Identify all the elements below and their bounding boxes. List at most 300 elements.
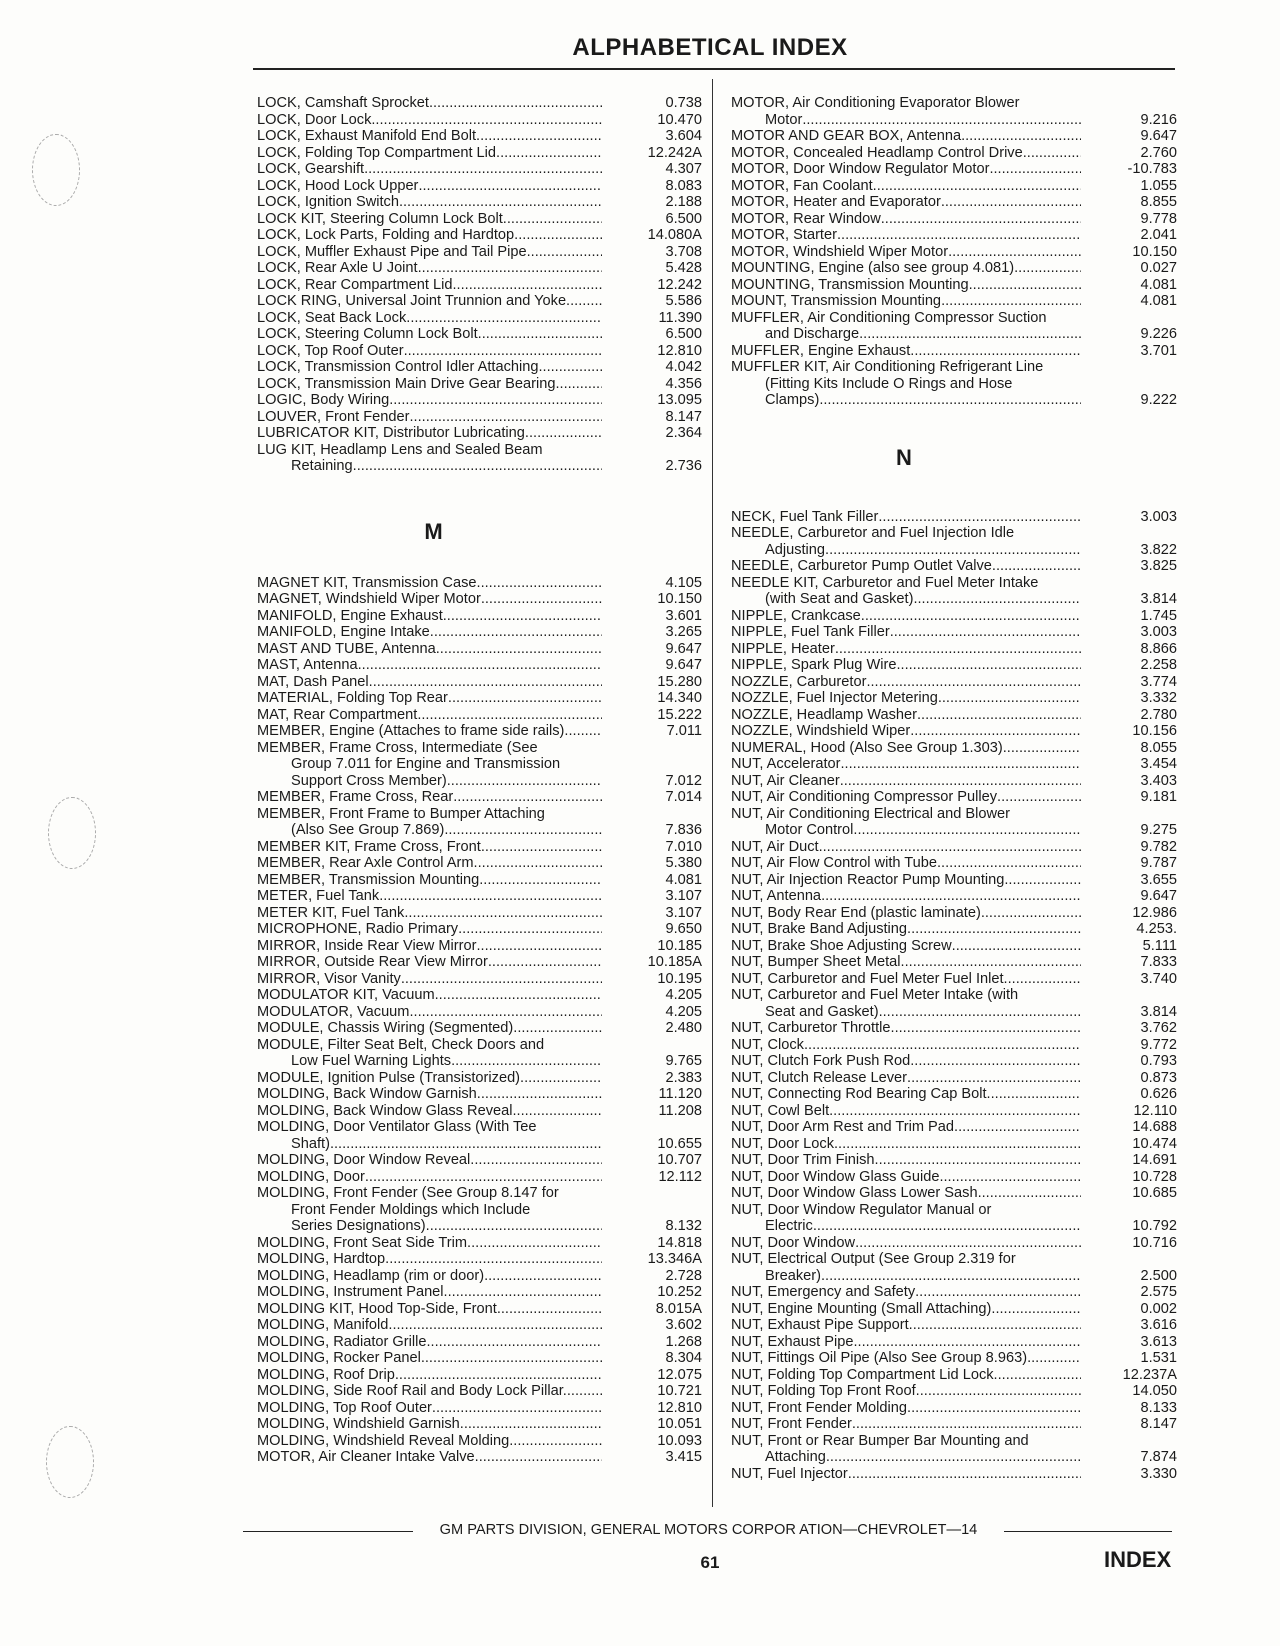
dot-leader	[859, 326, 1081, 343]
index-entry	[731, 1053, 1177, 1070]
dot-leader	[891, 1020, 1081, 1037]
dot-leader	[496, 145, 602, 162]
entry-text	[257, 1103, 606, 1120]
entry-line: NOZZLE, Headlamp Washer	[731, 706, 917, 723]
entry-line: Clamps)	[765, 392, 820, 408]
dot-leader	[969, 277, 1081, 294]
entry-line: MEMBER KIT, Frame Cross, Front	[257, 838, 481, 855]
group-number: 4.081	[665, 871, 702, 888]
dot-leader	[1023, 145, 1081, 162]
entry-text	[731, 987, 1085, 1020]
entry-text	[731, 641, 1085, 658]
entry-text	[257, 1251, 606, 1268]
entry-line: MIRROR, Outside Rear View Mirror	[257, 954, 488, 970]
entry-text	[731, 756, 1085, 773]
entry-text	[257, 921, 606, 938]
index-entry	[731, 293, 1177, 310]
dot-leader	[477, 575, 602, 592]
group-number: 3.332	[1140, 690, 1177, 706]
dot-leader	[399, 194, 602, 211]
index-entry	[731, 657, 1177, 674]
group-number: 12.242A	[647, 144, 702, 161]
index-entry	[731, 1301, 1177, 1318]
group-number: 10.185	[657, 937, 702, 954]
dot-leader	[819, 392, 1081, 409]
index-entry	[257, 1400, 710, 1417]
entry-line: MEMBER, Front Frame to Bumper Attaching	[257, 805, 545, 822]
entry-line: LOCK, Camshaft Sprocket	[257, 95, 429, 111]
index-entry	[257, 789, 710, 806]
group-number: 3.814	[1140, 1003, 1177, 1020]
dot-leader	[907, 1400, 1081, 1417]
group-number: 3.762	[1140, 1020, 1177, 1036]
page-number: 61	[700, 1553, 720, 1572]
group-number: 12.237A	[1122, 1366, 1177, 1383]
dot-leader	[513, 1020, 602, 1037]
dot-leader	[430, 624, 602, 641]
entry-text	[731, 905, 1085, 922]
group-number: 9.647	[1140, 888, 1177, 904]
dot-leader	[479, 872, 602, 889]
group-number: 3.708	[665, 243, 702, 260]
entry-text	[257, 310, 606, 327]
entry-text	[257, 1284, 606, 1301]
dot-leader	[910, 1053, 1081, 1070]
entry-line: NUT, Cowl Belt	[731, 1102, 830, 1119]
group-number: 1.055	[1140, 177, 1177, 194]
dot-leader	[409, 409, 602, 426]
entry-line: LOGIC, Body Wiring	[257, 392, 390, 408]
entry-line: NUT, Brake Band Adjusting	[731, 921, 908, 937]
dot-leader	[481, 839, 602, 856]
entry-text	[731, 723, 1085, 740]
index-entry	[257, 1152, 710, 1169]
n-entry-list	[731, 509, 1177, 1483]
group-number: 10.728	[1132, 1168, 1177, 1185]
entry-text	[731, 310, 1085, 343]
dot-leader	[825, 542, 1081, 559]
index-entry	[257, 1103, 710, 1120]
index-entry	[731, 987, 1177, 1020]
entry-text	[731, 1317, 1085, 1334]
entry-text	[257, 674, 606, 691]
index-entry	[731, 888, 1177, 905]
entry-line: NUT, Front Fender Molding	[731, 1399, 908, 1416]
index-entry	[731, 1350, 1177, 1367]
entry-text	[731, 954, 1085, 971]
index-entry	[257, 1284, 710, 1301]
dot-leader	[497, 1301, 602, 1318]
entry-text	[731, 789, 1085, 806]
index-entry	[257, 855, 710, 872]
entry-line: MOUNTING, Transmission Mounting	[731, 276, 969, 293]
entry-line: LOCK, Rear Compartment Lid	[257, 276, 453, 293]
dot-leader	[802, 112, 1081, 129]
entry-text	[257, 1449, 606, 1466]
entry-line: NUT, Door Window	[731, 1234, 856, 1251]
index-entry	[731, 509, 1177, 526]
dot-leader	[379, 888, 602, 905]
index-entry	[257, 624, 710, 641]
entry-text	[731, 575, 1085, 608]
dot-leader	[909, 1317, 1081, 1334]
entry-line: NUT, Exhaust Pipe	[731, 1333, 854, 1350]
group-number: 8.147	[665, 408, 702, 425]
index-entry	[731, 806, 1177, 839]
entry-text	[731, 260, 1085, 277]
dot-leader	[477, 1086, 602, 1103]
entry-text	[731, 1367, 1085, 1384]
entry-line: MOLDING, Door Ventilator Glass (With Tee	[257, 1119, 537, 1135]
entry-line: NUT, Air Flow Control with Tube	[731, 855, 937, 871]
column-divider	[712, 79, 713, 1507]
dot-leader	[421, 1350, 602, 1367]
index-entry	[257, 971, 710, 988]
entry-line: MOLDING, Front Seat Side Trim	[257, 1234, 468, 1251]
entry-line: NOZZLE, Carburetor	[731, 673, 867, 690]
entry-text	[257, 260, 606, 277]
group-number: 8.304	[665, 1350, 702, 1366]
entry-text	[731, 806, 1085, 839]
entry-line: MOLDING, Radiator Grille	[257, 1333, 427, 1350]
entry-text	[731, 244, 1085, 261]
group-number: 7.836	[665, 822, 702, 838]
group-number: 14.818	[657, 1234, 702, 1251]
entry-line: MUFFLER, Engine Exhaust	[731, 342, 911, 359]
group-number: 1.531	[1140, 1350, 1177, 1366]
entry-line: MOUNTING, Engine (also see group 4.081)	[731, 260, 1015, 276]
dot-leader	[458, 921, 602, 938]
entry-line: LOCK, Ignition Switch	[257, 194, 399, 210]
entry-text	[257, 806, 606, 839]
dot-leader	[426, 1218, 602, 1235]
dot-leader	[915, 1284, 1081, 1301]
entry-text	[257, 1301, 606, 1318]
entry-line: Retaining	[291, 458, 353, 474]
entry-line: MOTOR, Heater and Evaporator	[731, 194, 941, 210]
footer-text: GM PARTS DIVISION, GENERAL MOTORS CORPOR ATION—CHEVROLET—14	[439, 1522, 978, 1538]
index-entry	[731, 905, 1177, 922]
dot-leader	[470, 1152, 602, 1169]
entry-text	[257, 178, 606, 195]
dot-leader	[954, 1119, 1081, 1136]
index-entry	[731, 260, 1177, 277]
index-entry	[257, 1268, 710, 1285]
entry-line: NUT, Bumper Sheet Metal	[731, 954, 901, 970]
entry-text	[257, 1185, 606, 1235]
entry-text	[731, 227, 1085, 244]
entry-line: LOCK, Gearshift	[257, 161, 365, 177]
entry-line: NUT, Carburetor Throttle	[731, 1020, 891, 1036]
entry-line: Front Fender Moldings which Include	[291, 1201, 531, 1218]
dot-leader	[369, 674, 602, 691]
group-number: 3.701	[1140, 342, 1177, 359]
group-number: 2.500	[1140, 1267, 1177, 1284]
entry-text	[257, 987, 606, 1004]
dot-leader	[451, 1053, 602, 1070]
group-number: 12.110	[1133, 1102, 1177, 1119]
entry-line: NUT, Door Lock	[731, 1135, 834, 1152]
entry-text	[257, 145, 606, 162]
entry-text	[731, 674, 1085, 691]
group-number: 3.774	[1140, 673, 1177, 690]
group-number: 11.390	[658, 309, 702, 326]
dot-leader	[481, 591, 602, 608]
group-number: 8.132	[665, 1218, 702, 1234]
entry-line: MOLDING, Windshield Garnish	[257, 1416, 460, 1432]
group-number: 3.616	[1140, 1317, 1177, 1333]
group-number: 3.825	[1140, 558, 1177, 574]
index-entry	[257, 674, 710, 691]
entry-line: MODULE, Filter Seat Belt, Check Doors and	[257, 1036, 545, 1053]
entry-line: NUT, Connecting Rod Bearing Cap Bolt	[731, 1086, 987, 1102]
entry-line: NUT, Clock	[731, 1036, 804, 1053]
group-number: 9.181	[1140, 789, 1177, 805]
entry-line: MOLDING, Instrument Panel	[257, 1284, 444, 1300]
dot-leader	[910, 723, 1081, 740]
entry-line: LOCK, Transmission Control Idler Attaching	[257, 359, 539, 375]
entry-text	[731, 872, 1085, 889]
dot-leader	[952, 938, 1081, 955]
entry-text	[731, 359, 1085, 409]
group-number: 2.736	[665, 458, 702, 474]
group-number: 4.081	[1140, 276, 1177, 293]
entry-text	[731, 161, 1085, 178]
index-entry	[731, 1202, 1177, 1235]
group-number: 14.080A	[647, 227, 702, 243]
index-entry	[257, 723, 710, 740]
m-entry-list	[257, 575, 710, 1466]
group-number: 3.454	[1140, 756, 1177, 772]
entry-line: MAST, Antenna	[257, 657, 358, 673]
entry-text	[257, 244, 606, 261]
binder-hole-top	[32, 134, 80, 206]
index-entry	[731, 1383, 1177, 1400]
dot-leader	[938, 690, 1081, 707]
dot-leader	[1004, 971, 1081, 988]
index-entry	[257, 211, 710, 228]
dot-leader	[432, 1400, 602, 1417]
index-entry	[731, 194, 1177, 211]
entry-line: NUT, Carburetor and Fuel Meter Intake (with	[731, 987, 1019, 1003]
dot-leader	[841, 756, 1082, 773]
entry-line: MOLDING, Manifold	[257, 1317, 389, 1333]
entry-text	[731, 95, 1085, 128]
footer-rule-left	[243, 1531, 413, 1532]
group-number: 7.011	[666, 723, 702, 739]
entry-text	[257, 1400, 606, 1417]
dot-leader	[571, 1383, 602, 1400]
entry-line: NUT, Door Window Glass Guide	[731, 1168, 940, 1185]
entry-line: MOTOR, Concealed Headlamp Control Drive	[731, 144, 1023, 161]
dot-leader	[821, 1268, 1081, 1285]
dot-leader	[385, 1251, 602, 1268]
entry-text	[257, 409, 606, 426]
group-number: 10.195	[657, 970, 702, 987]
dot-leader	[837, 227, 1081, 244]
index-entry	[731, 624, 1177, 641]
group-number: 10.716	[1132, 1234, 1177, 1251]
dot-leader	[997, 789, 1081, 806]
dot-leader	[855, 1235, 1081, 1252]
group-number: 14.050	[1132, 1383, 1177, 1399]
entry-text	[731, 1185, 1085, 1202]
index-entry	[731, 277, 1177, 294]
index-entry	[731, 773, 1177, 790]
group-number: 7.833	[1140, 954, 1177, 970]
group-number: 9.787	[1140, 855, 1177, 871]
group-number: 7.014	[665, 789, 702, 805]
group-number: 0.793	[1140, 1053, 1177, 1069]
entry-text	[731, 1383, 1085, 1400]
entry-line: NUT, Fuel Injector	[731, 1465, 848, 1482]
group-number: 15.222	[657, 706, 702, 723]
entry-line: Adjusting	[765, 541, 826, 558]
entry-text	[731, 1433, 1085, 1466]
dot-leader	[852, 1416, 1081, 1433]
entry-text	[731, 773, 1085, 790]
group-number: 2.480	[665, 1020, 702, 1036]
entry-text	[257, 740, 606, 790]
entry-line: MIRROR, Visor Vanity	[257, 970, 401, 987]
entry-text	[257, 442, 606, 475]
index-entry	[731, 227, 1177, 244]
group-number: 1.745	[1140, 607, 1177, 624]
index-entry	[257, 1416, 710, 1433]
group-number: 12.986	[1132, 904, 1177, 921]
dot-leader	[401, 971, 602, 988]
title-rule	[253, 68, 1175, 70]
entry-text	[731, 1103, 1085, 1120]
dot-leader	[417, 707, 602, 724]
dot-leader	[878, 509, 1081, 526]
entry-text	[731, 1400, 1085, 1417]
dot-leader	[916, 1383, 1081, 1400]
entry-line: MUFFLER, Air Conditioning Compressor Suction	[731, 309, 1047, 326]
entry-text	[731, 971, 1085, 988]
dot-leader	[853, 1334, 1081, 1351]
index-entry	[731, 1020, 1177, 1037]
entry-line: MOTOR, Windshield Wiper Motor	[731, 243, 949, 260]
index-entry	[257, 1334, 710, 1351]
dot-leader	[978, 1185, 1081, 1202]
dot-leader	[484, 1268, 602, 1285]
entry-line: MODULATOR, Vacuum	[257, 1003, 410, 1020]
index-entry	[257, 1449, 710, 1466]
group-number: 3.265	[665, 624, 702, 640]
group-number: 9.778	[1140, 210, 1177, 227]
group-number: 10.051	[657, 1416, 702, 1432]
dot-leader	[404, 905, 602, 922]
entry-text	[257, 1433, 606, 1450]
dot-leader	[520, 1070, 602, 1087]
entry-text	[731, 525, 1085, 558]
index-entry	[731, 938, 1177, 955]
group-number: 9.772	[1140, 1036, 1177, 1053]
group-number: 9.647	[1140, 128, 1177, 144]
entry-text	[257, 1169, 606, 1186]
index-entry	[257, 343, 710, 360]
entry-text	[257, 723, 606, 740]
index-entry	[257, 1317, 710, 1334]
entry-line: LOCK, Top Roof Outer	[257, 342, 404, 359]
entry-text	[257, 95, 606, 112]
entry-line: NUT, Exhaust Pipe Support	[731, 1317, 909, 1333]
index-entry	[731, 244, 1177, 261]
binder-hole-bottom	[46, 1426, 94, 1498]
dot-leader	[509, 1433, 602, 1450]
group-number: 13.095	[657, 392, 702, 408]
dot-leader	[848, 1466, 1081, 1483]
entry-line: MAST AND TUBE, Antenna	[257, 640, 436, 657]
dot-leader	[475, 1449, 602, 1466]
entry-line: MAGNET KIT, Transmission Case	[257, 574, 477, 591]
entry-line: NUT, Brake Shoe Adjusting Screw	[731, 937, 952, 954]
group-number: 3.602	[665, 1317, 702, 1333]
entry-text	[731, 1284, 1085, 1301]
entry-text	[257, 392, 606, 409]
dot-leader	[427, 1334, 603, 1351]
entry-text	[731, 145, 1085, 162]
section-letter-m: M	[424, 519, 443, 545]
index-entry	[731, 690, 1177, 707]
entry-line: MAT, Dash Panel	[257, 673, 369, 690]
group-number: 10.470	[657, 111, 702, 128]
group-number: 9.647	[665, 640, 702, 657]
lock-entry-list	[257, 95, 710, 475]
index-entry	[257, 740, 710, 790]
entry-line: (Fitting Kits Include O Rings and Hose	[765, 375, 1013, 392]
entry-line: MIRROR, Inside Rear View Mirror	[257, 937, 477, 954]
entry-line: MANIFOLD, Engine Exhaust	[257, 607, 443, 624]
dot-leader	[388, 1317, 602, 1334]
entry-line: MANIFOLD, Engine Intake	[257, 624, 430, 640]
index-entry	[257, 987, 710, 1004]
index-entry	[257, 1383, 710, 1400]
entry-text	[257, 1334, 606, 1351]
entry-text	[257, 1235, 606, 1252]
entry-line: MOLDING, Side Roof Rail and Body Lock Pillar..	[257, 1383, 571, 1399]
binder-hole-middle	[48, 797, 96, 869]
group-number: 9.222	[1140, 392, 1177, 408]
index-entry	[257, 938, 710, 955]
index-entry	[731, 1284, 1177, 1301]
entry-line: NIPPLE, Fuel Tank Filler	[731, 624, 890, 640]
entry-line: Motor Control	[765, 822, 854, 838]
index-entry	[731, 789, 1177, 806]
index-entry	[731, 145, 1177, 162]
dot-leader	[406, 310, 602, 327]
group-number: -10.783	[1127, 161, 1177, 177]
entry-line: NUT, Front or Rear Bumper Bar Mounting and	[731, 1432, 1029, 1449]
index-entry	[257, 409, 710, 426]
entry-line: LUG KIT, Headlamp Lens and Sealed Beam	[257, 441, 543, 458]
entry-text	[257, 277, 606, 294]
group-number: 10.474	[1132, 1135, 1177, 1152]
index-entry	[257, 575, 710, 592]
index-entry	[731, 161, 1177, 178]
index-entry	[257, 641, 710, 658]
dot-leader	[364, 161, 602, 178]
entry-line: MOTOR AND GEAR BOX, Antenna	[731, 128, 962, 144]
group-number: 8.083	[665, 177, 702, 194]
index-entry	[731, 723, 1177, 740]
index-entry	[257, 359, 710, 376]
group-number: 9.647	[665, 657, 702, 673]
entry-line: NUT, Air Conditioning Electrical and Blower	[731, 805, 1011, 822]
entry-text	[731, 707, 1085, 724]
group-number: 2.364	[665, 425, 702, 441]
